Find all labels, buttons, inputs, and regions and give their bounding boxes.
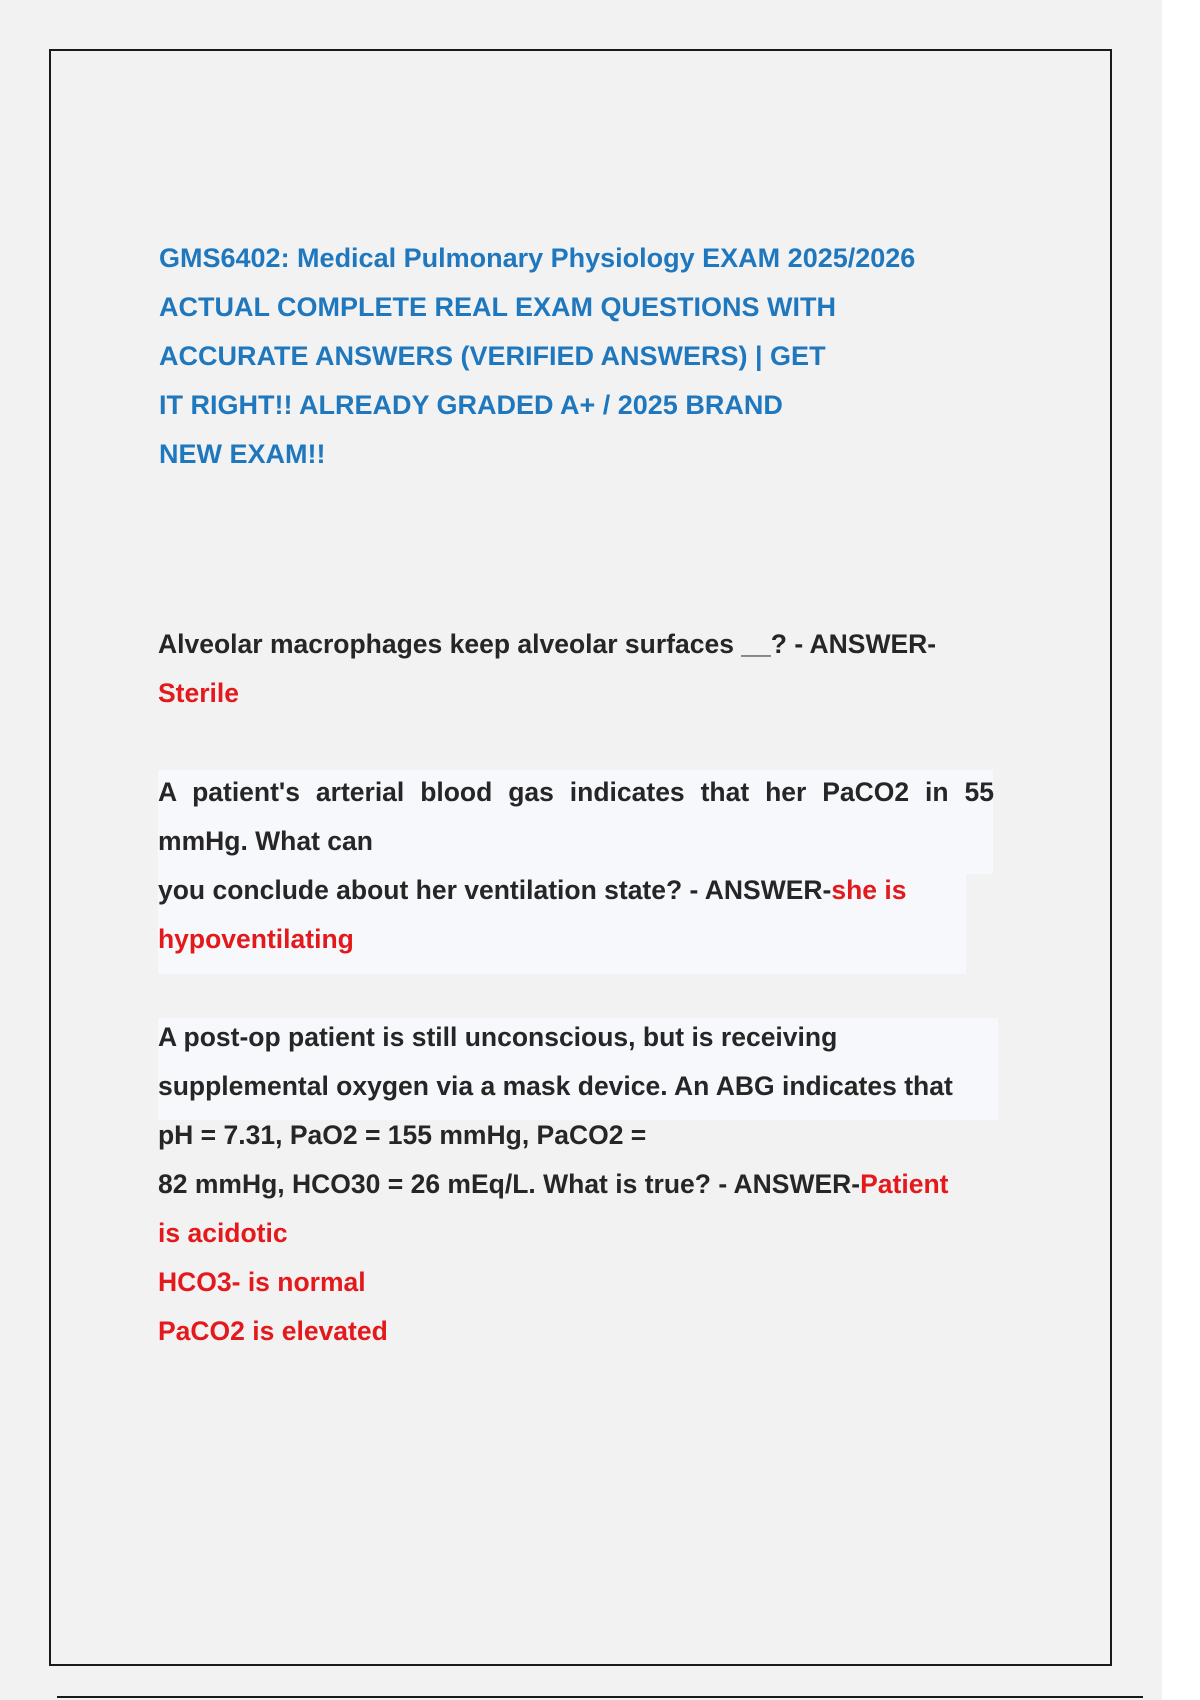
question-text: 82 mmHg, HCO30 = 26 mEq/L. What is true? - ANSWER- [158,1169,861,1199]
title-line: GMS6402: Medical Pulmonary Physiology EXAM 2025/2026 [159,243,916,273]
question-text: you conclude about her ventilation state? - ANSWER- [158,875,832,905]
question-text: Alveolar macrophages keep alveolar surfaces __? - ANSWER- [158,629,937,659]
question-answer-line [158,866,994,915]
document-title [159,234,979,479]
answer-text: HCO3- is normal [158,1267,366,1297]
title-line: IT RIGHT!! ALREADY GRADED A+ / 2025 BRAND [159,390,783,420]
qa-item-2 [158,768,994,964]
answer-text: hypoventilating [158,924,354,954]
answer-text: is acidotic [158,1218,288,1248]
question-text: supplemental oxygen via a mask device. An ABG indicates that [158,1071,953,1101]
answer-text: Patient [860,1169,949,1199]
qa-item-3 [158,1013,1018,1356]
question-text: mmHg. What can [158,826,373,856]
title-line: ACTUAL COMPLETE REAL EXAM QUESTIONS WITH [159,292,837,322]
bottom-rule [57,1696,1143,1698]
title-line: ACCURATE ANSWERS (VERIFIED ANSWERS) | GET [159,341,826,371]
answer-text: PaCO2 is elevated [158,1316,388,1346]
question-text: A post-op patient is still unconscious, but is receiving [158,1022,838,1052]
title-line: NEW EXAM!! [159,439,326,469]
question-answer-line [158,1160,1018,1209]
answer-text: she is [831,875,907,905]
qa-item-1 [158,620,1018,718]
page-margin-strip [1162,0,1200,1700]
question-text: pH = 7.31, PaO2 = 155 mmHg, PaCO2 = [158,1120,647,1150]
answer-text: Sterile [158,678,240,708]
question-text: A patient's arterial blood gas indicates that her PaCO2 in 55 [158,777,994,807]
